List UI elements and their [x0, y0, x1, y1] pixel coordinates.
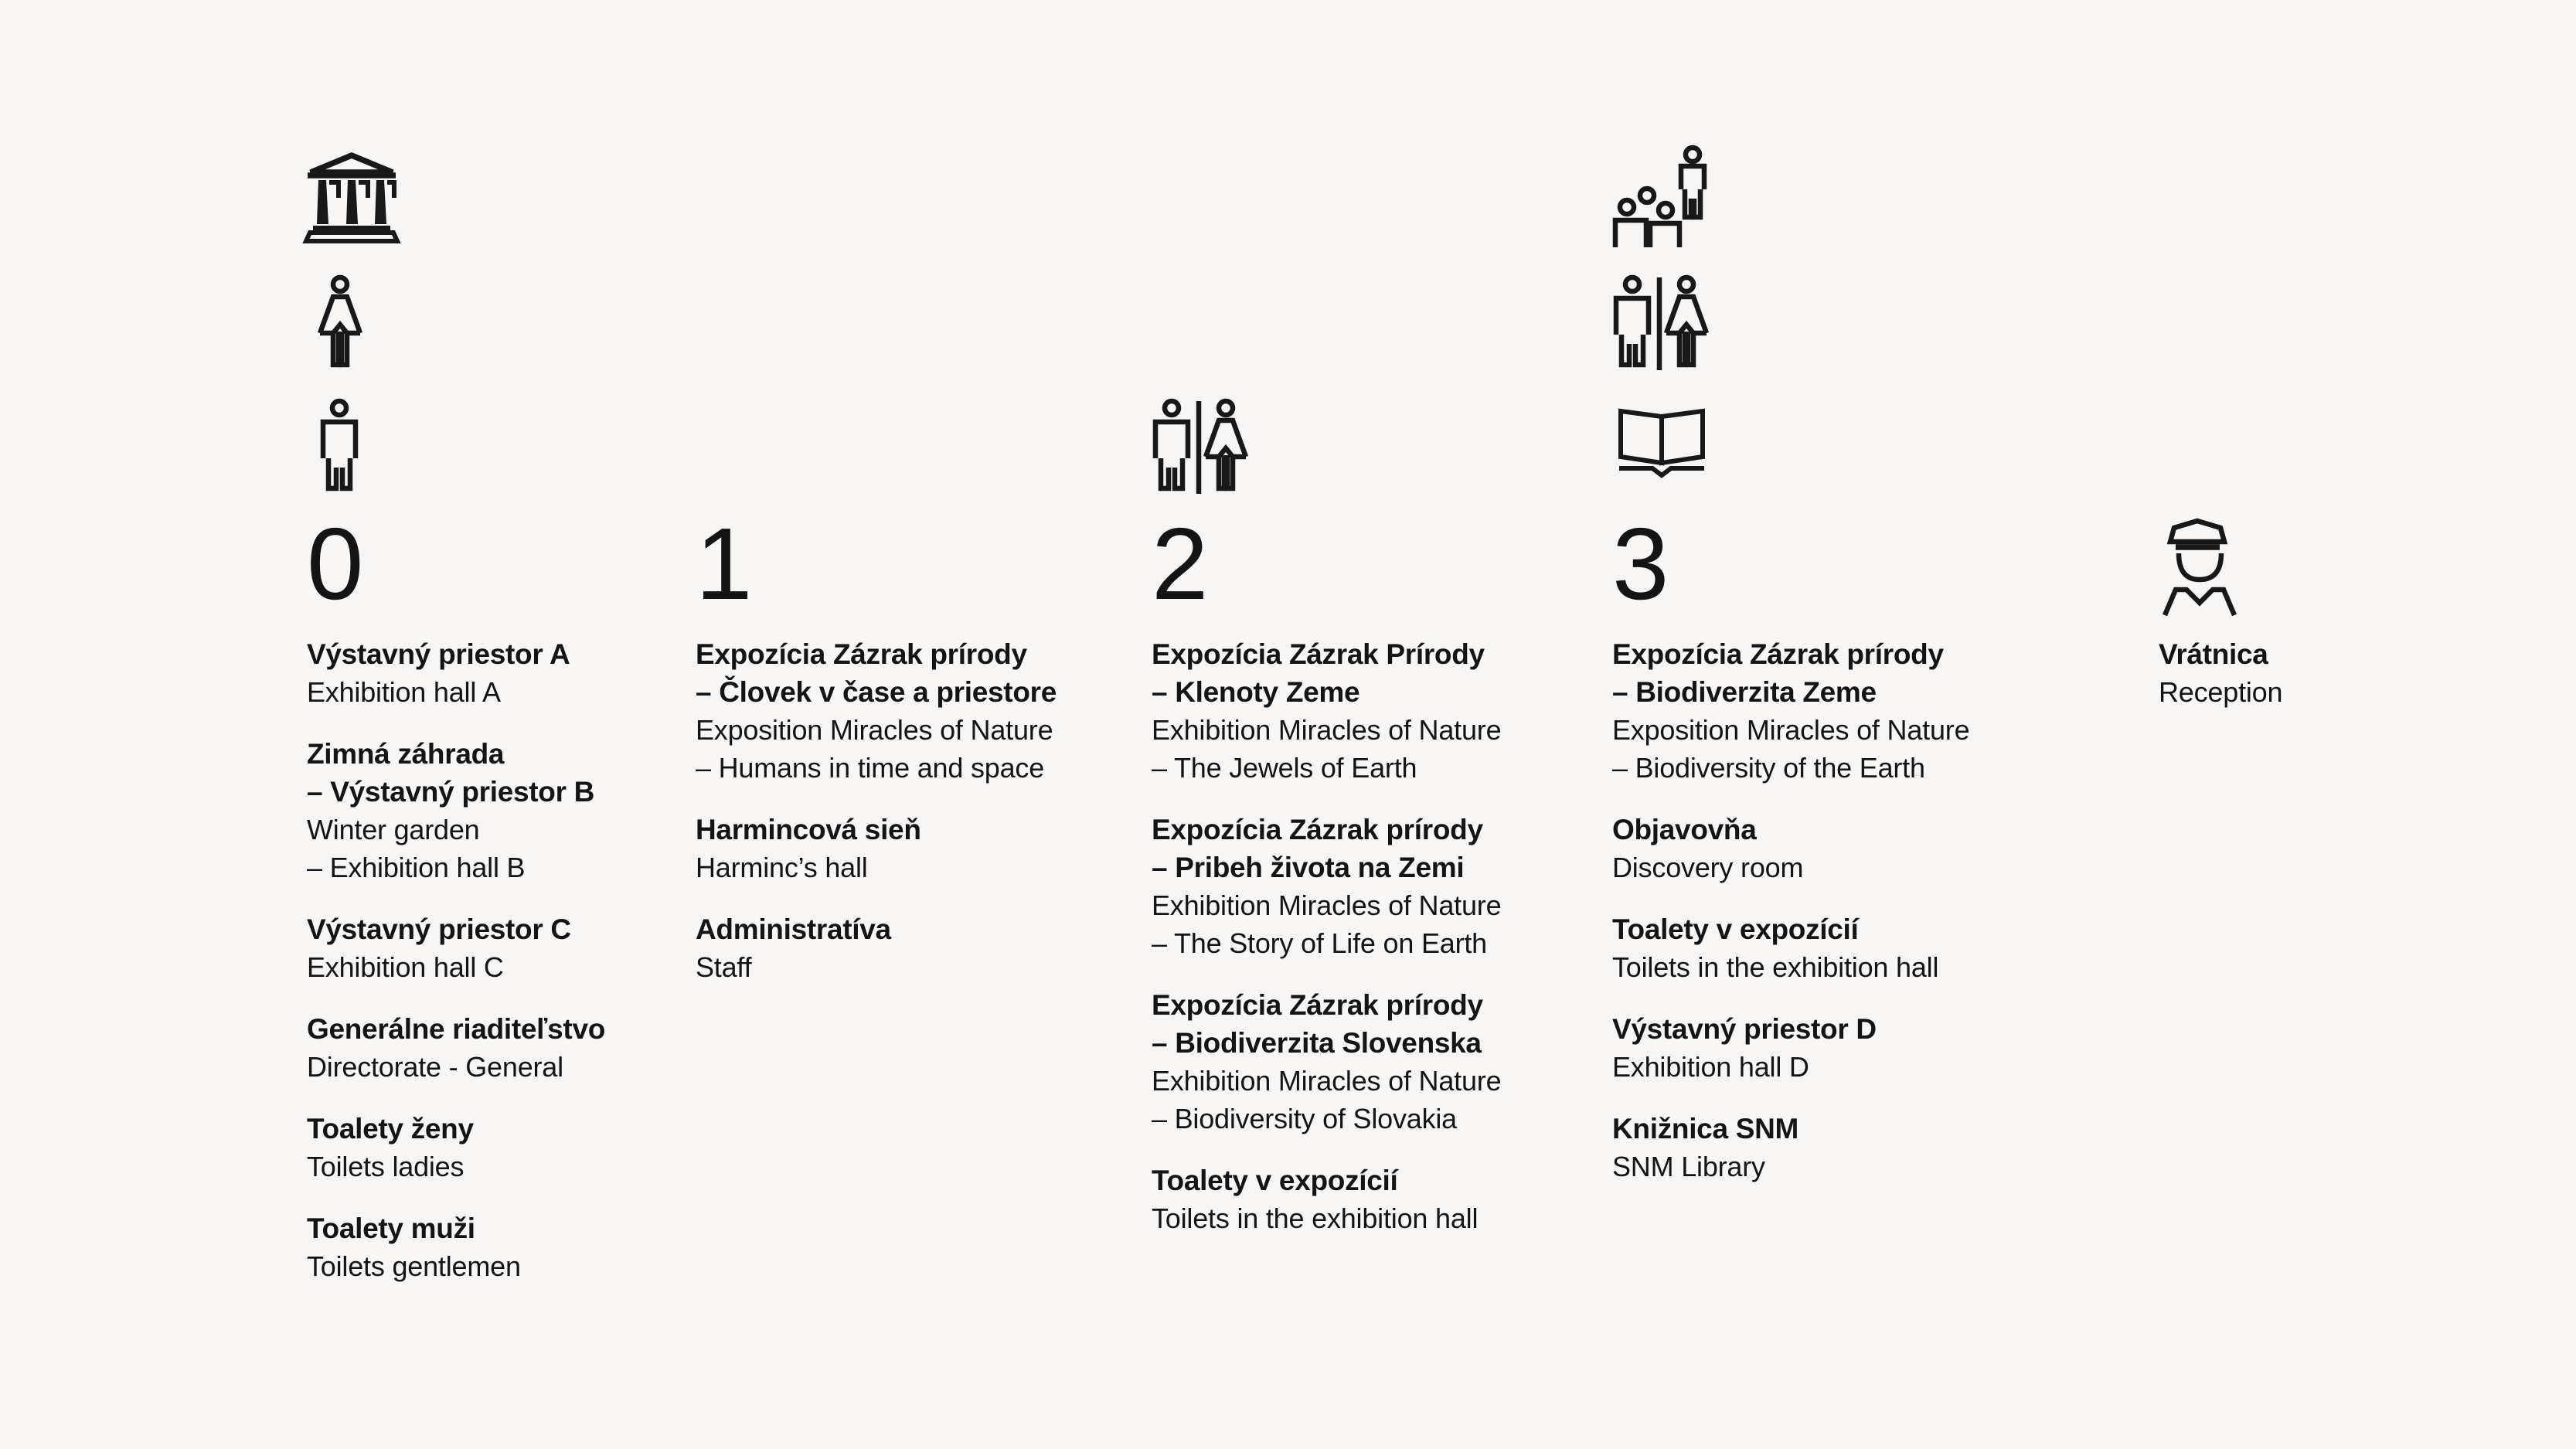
entry-title-slovak: Toalety ženy: [307, 1113, 474, 1145]
group-icon: [1612, 143, 1707, 247]
directory-entry: [1152, 811, 1584, 962]
directory-entry: [1152, 1162, 1584, 1237]
entry-title-slovak: Harmincová sieň: [696, 814, 921, 845]
entry-title-slovak: Objavovňa: [1612, 814, 1757, 845]
directory-entry: [307, 1209, 740, 1285]
entry-subtitle-english: Discovery room: [1612, 852, 1804, 883]
entry-subtitle-english: SNM Library: [1612, 1151, 1765, 1182]
entry-title-slovak: Výstavný priestor D: [1612, 1013, 1877, 1045]
entry-title-slovak: Výstavný priestor A: [307, 638, 570, 670]
entry-subtitle-english: Exhibition Miracles of Nature – The Story of Life on Earth: [1152, 889, 1502, 959]
entry-title-slovak: Výstavný priestor C: [307, 913, 571, 945]
entry-subtitle-english: Toilets in the exhibition hall: [1612, 951, 1939, 983]
reception-column: [2159, 510, 2576, 735]
entry-subtitle-english: Staff: [696, 951, 752, 983]
directory-entry: [696, 635, 1128, 787]
entry-title-slovak: Expozícia Zázrak prírody – Biodiverzita Zeme: [1612, 638, 1944, 708]
directory-entry: [307, 910, 740, 986]
woman-icon: [317, 276, 363, 372]
floor-number: 0: [307, 507, 362, 621]
guard-icon-slot: [2159, 510, 2576, 618]
directory-entry: [696, 811, 1128, 886]
entry-subtitle-english: Exhibition hall C: [307, 951, 504, 983]
floor-number: 3: [1612, 507, 1668, 621]
entry-subtitle-english: Exhibition hall D: [1612, 1051, 1809, 1083]
floor-column-1: [696, 507, 1128, 1010]
floor-entries: [696, 635, 1128, 986]
directory-entry: [1612, 1010, 2045, 1086]
directory-entry: [307, 735, 740, 886]
entry-subtitle-english: Toilets ladies: [307, 1151, 464, 1182]
floor-number: 1: [696, 507, 751, 621]
floor-entries: [307, 635, 740, 1285]
directory-entry: [307, 635, 740, 711]
floor-column-0: [307, 507, 740, 1309]
entry-subtitle-english: Exhibition hall A: [307, 676, 501, 708]
floor-column-2: [1152, 507, 1584, 1261]
directory-entry: [696, 910, 1128, 986]
directory-entry: [1612, 635, 2045, 787]
entry-title-slovak: Expozícia Zázrak prírody – Pribeh života na Zemi: [1152, 814, 1483, 883]
entry-subtitle-english: Harminc’s hall: [696, 852, 868, 883]
book-icon: [1618, 408, 1706, 479]
entry-subtitle-english: Exhibition Miracles of Nature – The Jewels of Earth: [1152, 714, 1502, 784]
entry-title-slovak: Expozícia Zázrak prírody – Biodiverzita Slovenska: [1152, 989, 1483, 1059]
directory-entry: [307, 1110, 740, 1185]
entry-title-slovak: Toalety v expozícií: [1612, 913, 1859, 945]
entry-subtitle-english: Exposition Miracles of Nature – Humans in time and space: [696, 714, 1053, 784]
entry-title-slovak: Expozícia Zázrak prírody – Človek v čase a priestore: [696, 638, 1057, 708]
entry-subtitle-english: Directorate - General: [307, 1051, 563, 1083]
directory-entry: [1612, 811, 2045, 886]
entry-title-slovak: Vrátnica: [2159, 638, 2268, 670]
toilets-icon: [1612, 276, 1710, 372]
directory-entry: [2159, 635, 2576, 711]
entry-subtitle-english: Reception: [2159, 676, 2283, 708]
entry-title-slovak: Toalety muži: [307, 1213, 475, 1244]
entry-title-slovak: Knižnica SNM: [1612, 1113, 1799, 1145]
directory-entry: [1152, 986, 1584, 1138]
floor-entries: [1152, 635, 1584, 1237]
directory-entry: [1612, 1110, 2045, 1185]
floor-number: 2: [1152, 507, 1207, 621]
toilets-icon: [1152, 400, 1249, 495]
floor-entries: [1612, 635, 2045, 1185]
entry-subtitle-english: Toilets gentlemen: [307, 1250, 521, 1282]
floor-column-3: [1612, 507, 2045, 1209]
entry-subtitle-english: Winter garden – Exhibition hall B: [307, 814, 526, 883]
entry-title-slovak: Administratíva: [696, 913, 891, 945]
entry-subtitle-english: Exhibition Miracles of Nature – Biodiversity of Slovakia: [1152, 1065, 1502, 1134]
entry-subtitle-english: Exposition Miracles of Nature – Biodiversity of the Earth: [1612, 714, 1970, 784]
entry-subtitle-english: Toilets in the exhibition hall: [1152, 1202, 1479, 1234]
directory-entry: [1612, 910, 2045, 986]
entry-title-slovak: Generálne riaditeľstvo: [307, 1013, 606, 1045]
entry-title-slovak: Toalety v expozícií: [1152, 1165, 1398, 1196]
man-icon: [319, 400, 359, 495]
directory-entry: [1152, 635, 1584, 787]
museum-icon: [305, 153, 398, 244]
directory-entry: [307, 1010, 740, 1086]
floor-entries: [2159, 635, 2576, 711]
entry-title-slovak: Expozícia Zázrak Prírody – Klenoty Zeme: [1152, 638, 1485, 708]
entry-title-slovak: Zimná záhrada – Výstavný priestor B: [307, 738, 595, 808]
